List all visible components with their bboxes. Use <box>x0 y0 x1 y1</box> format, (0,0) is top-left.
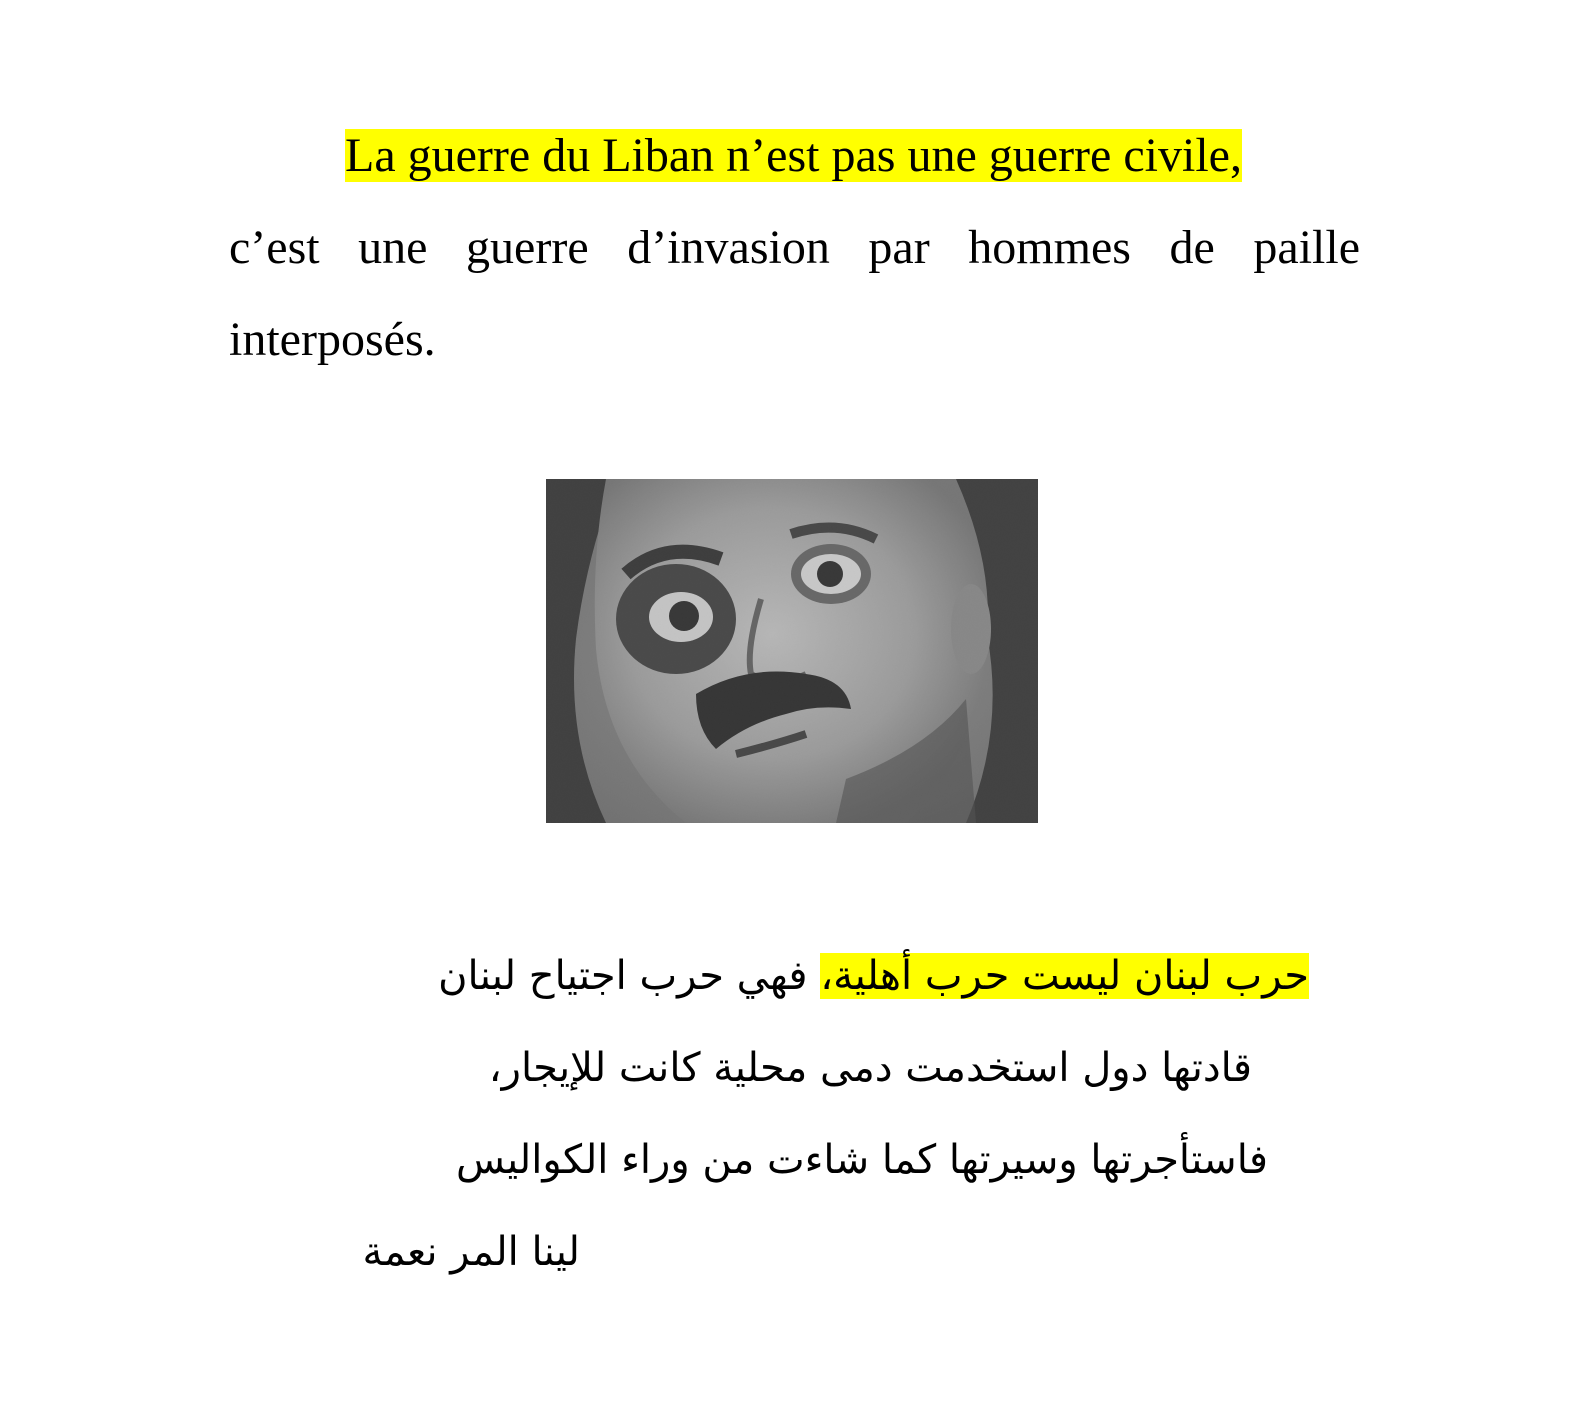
author-signature: لينا المر نعمة <box>362 1229 580 1275</box>
portrait-photo <box>546 479 1038 823</box>
portrait-image <box>546 479 1038 823</box>
arabic-quote-line-1 <box>438 946 1309 1006</box>
french-quote <box>229 110 1360 386</box>
french-quote-line-2: c’est une guerre d’invasion par hommes de paille <box>229 221 1360 274</box>
french-quote-line-1 <box>229 110 1360 202</box>
highlighted-text: حرب لبنان ليست حرب أهلية، <box>820 953 1309 999</box>
arabic-quote-line-3: فاستأجرتها وسيرتها كما شاءت من وراء الكواليس <box>455 1137 1268 1183</box>
arabic-quote-line-2: قادتها دول استخدمت دمى محلية كانت للإيجار، <box>488 1045 1252 1091</box>
highlighted-text: La guerre du Liban n’est pas une guerre civile, <box>345 129 1242 182</box>
french-quote-line-3: interposés. <box>229 313 436 366</box>
arabic-quote-line-1-rest: فهي حرب اجتياح لبنان <box>438 953 821 999</box>
